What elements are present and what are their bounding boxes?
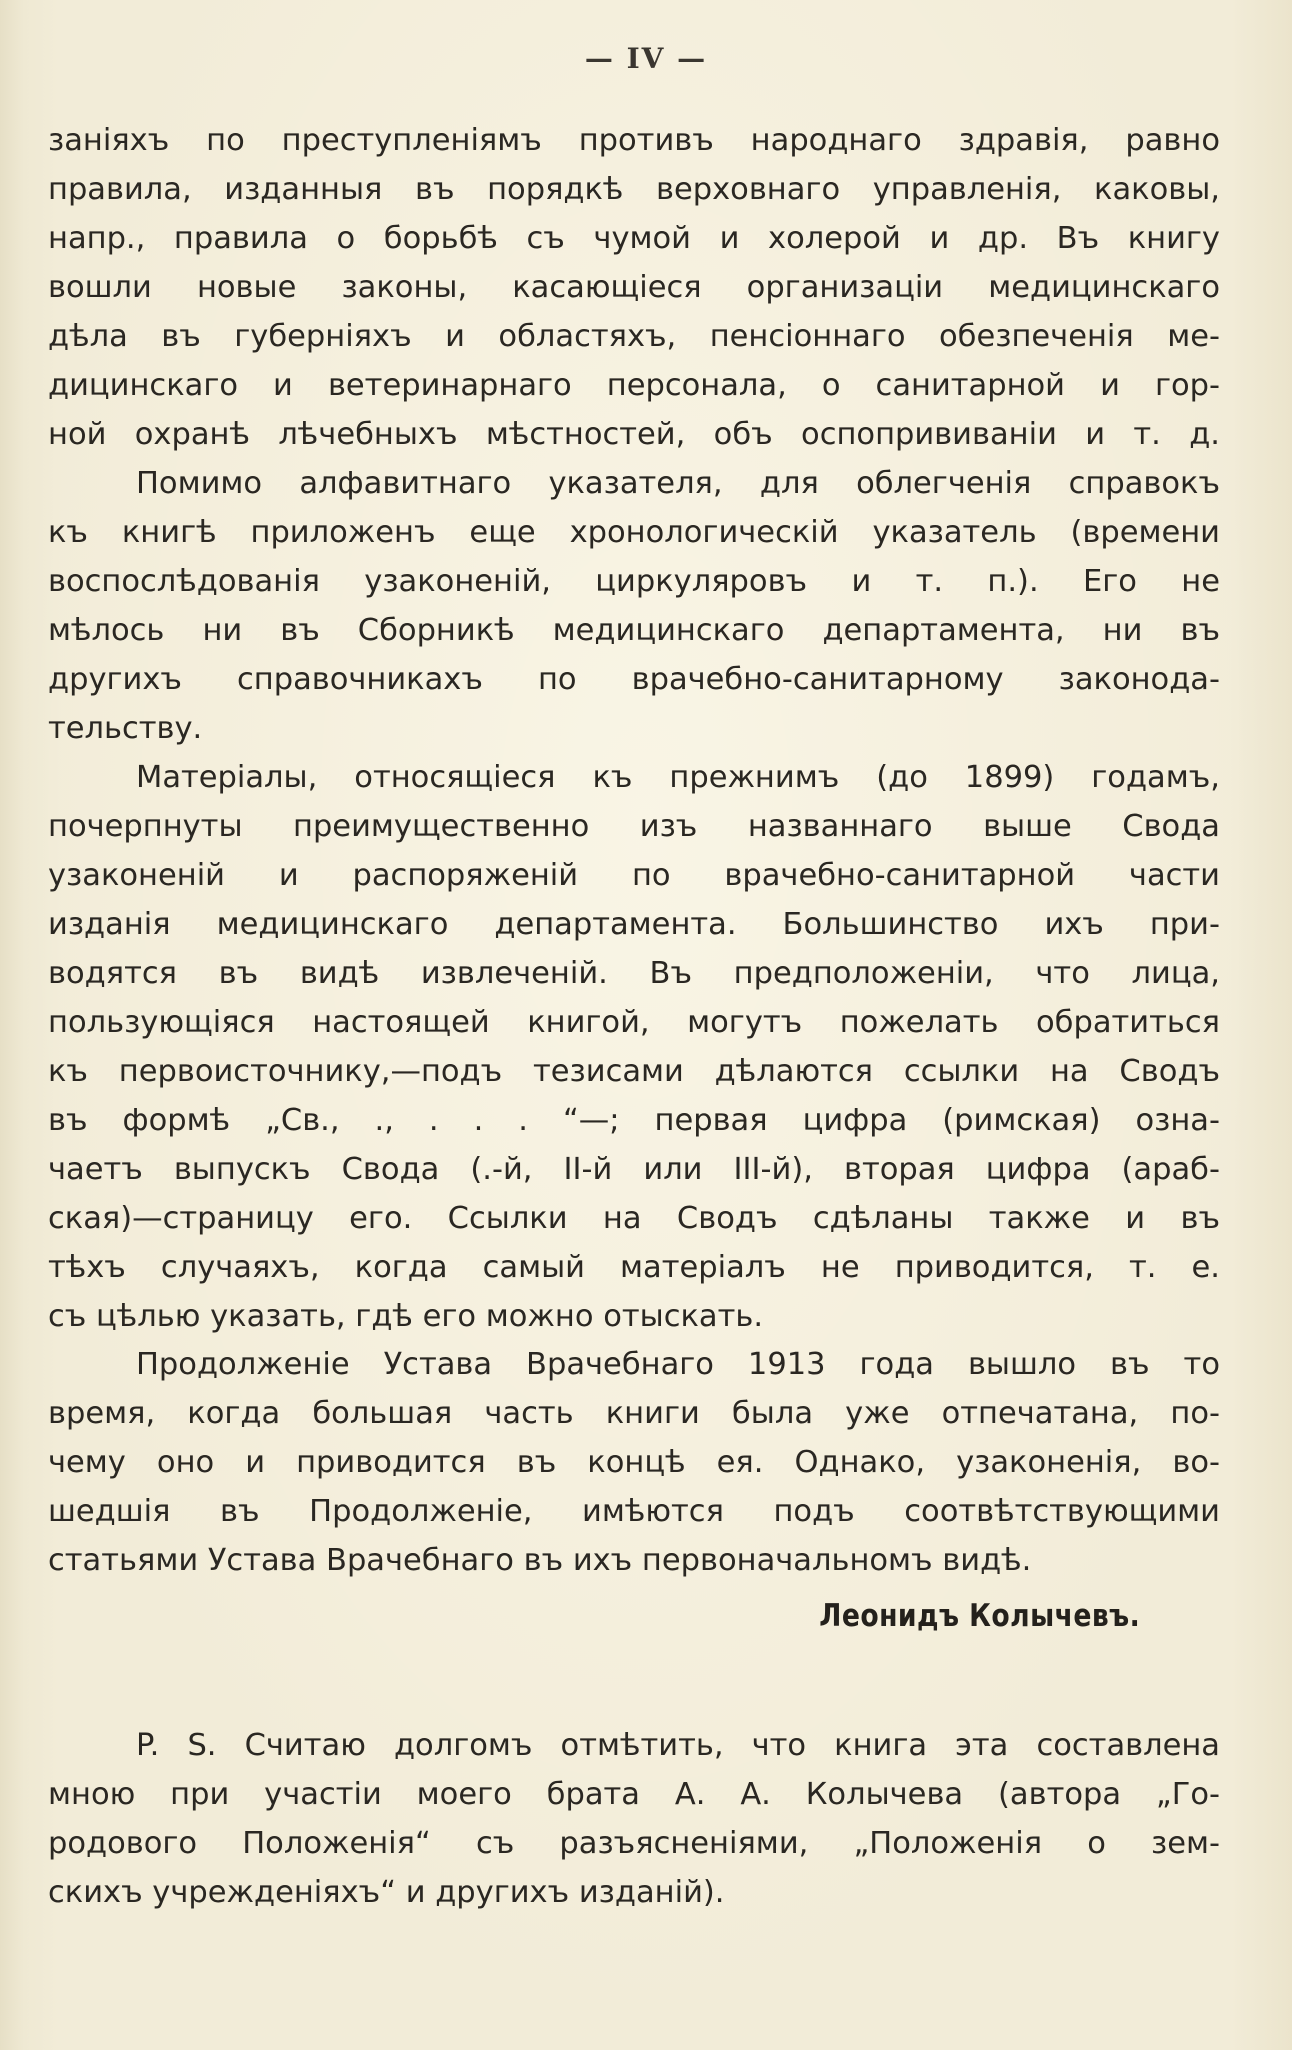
text-line: чаетъ выпускъ Свода (.-й, II-й или III-й), вторая цифра (араб-: [48, 1152, 1220, 1187]
text-line: напр., правила о борьбѣ съ чумой и холерой и др. Въ книгу: [48, 221, 1220, 256]
text-line: дѣла въ губерніяхъ и областяхъ, пенсіоннаго обезпеченія ме-: [48, 319, 1220, 354]
text-line: тельству.: [48, 711, 203, 746]
text-line: узаконеній и распоряженій по врачебно-санитарной части: [48, 858, 1220, 893]
text-line: чему оно и приводится въ концѣ ея. Однако, узаконенія, во-: [48, 1445, 1220, 1480]
text-line: дицинскаго и ветеринарнаго персонала, о санитарной и гор-: [48, 368, 1220, 403]
text-line: мѣлось ни въ Сборникѣ медицинскаго департамента, ни въ: [48, 613, 1220, 648]
paragraph-1: [48, 116, 1220, 459]
text-line: другихъ справочникахъ по врачебно-санитарному законода-: [48, 662, 1220, 697]
postscript: [48, 1721, 1220, 1917]
text-line: Матеріалы, относящіеся къ прежнимъ (до 1899) годамъ,: [136, 760, 1220, 795]
paragraph-4: [48, 1340, 1220, 1585]
paragraph-3: [48, 753, 1220, 1341]
text-line: ной охранѣ лѣчебныхъ мѣстностей, объ оспопрививаніи и т. д.: [48, 417, 1220, 452]
text-line: мною при участіи моего брата А. А. Колычева (автора „Го-: [48, 1777, 1220, 1812]
text-line: P. S. Считаю долгомъ отмѣтить, что книга эта составлена: [136, 1728, 1220, 1763]
text-line: заніяхъ по преступленіямъ противъ народнаго здравія, равно: [48, 123, 1220, 158]
text-line: къ книгѣ приложенъ еще хронологическій указатель (времени: [48, 515, 1220, 550]
paragraph-2: [48, 459, 1220, 753]
text-line: къ первоисточнику,—подъ тезисами дѣлаются ссылки на Сводъ: [48, 1054, 1220, 1089]
text-line: правила, изданныя въ порядкѣ верховнаго управленія, каковы,: [48, 172, 1220, 207]
text-line: время, когда большая часть книги была уже отпечатана, по-: [48, 1396, 1220, 1431]
text-line: въ формѣ „Св., ., . . . “—; первая цифра (римская) озна-: [48, 1103, 1220, 1138]
text-line: Продолженіе Устава Врачебнаго 1913 года вышло въ то: [136, 1347, 1220, 1382]
text-line: съ цѣлью указать, гдѣ его можно отыскать.: [48, 1299, 764, 1334]
text-line: родового Положенія“ съ разъясненіями, „Положенія о зем-: [48, 1826, 1220, 1861]
text-line: скихъ учрежденіяхъ“ и другихъ изданій).: [48, 1875, 725, 1910]
text-line: воспослѣдованія узаконеній, циркуляровъ и т. п.). Его не: [48, 564, 1220, 599]
text-line: ская)—страницу его. Ссылки на Сводъ сдѣланы также и въ: [48, 1201, 1220, 1236]
text-line: тѣхъ случаяхъ, когда самый матеріалъ не приводится, т. е.: [48, 1250, 1220, 1285]
text-line: шедшія въ Продолженіе, имѣются подъ соотвѣтствующими: [48, 1494, 1220, 1529]
text-line: водятся въ видѣ извлеченій. Въ предположеніи, что лица,: [48, 956, 1220, 991]
text-line: статьями Устава Врачебнаго въ ихъ первоначальномъ видѣ.: [48, 1543, 1032, 1578]
text-line: изданія медицинскаго департамента. Большинство ихъ при-: [48, 907, 1220, 942]
text-line: вошли новые законы, касающіеся организаціи медицинскаго: [48, 270, 1220, 305]
text-line: почерпнуты преимущественно изъ названнаго выше Свода: [48, 809, 1220, 844]
text-line: Помимо алфавитнаго указателя, для облегченія справокъ: [136, 466, 1220, 501]
page-number: — IV —: [584, 42, 708, 75]
text-line: пользующіяся настоящей книгой, могутъ пожелать обратиться: [48, 1005, 1220, 1040]
author-signature: Леонидъ Колычевъ.: [819, 1598, 1140, 1634]
